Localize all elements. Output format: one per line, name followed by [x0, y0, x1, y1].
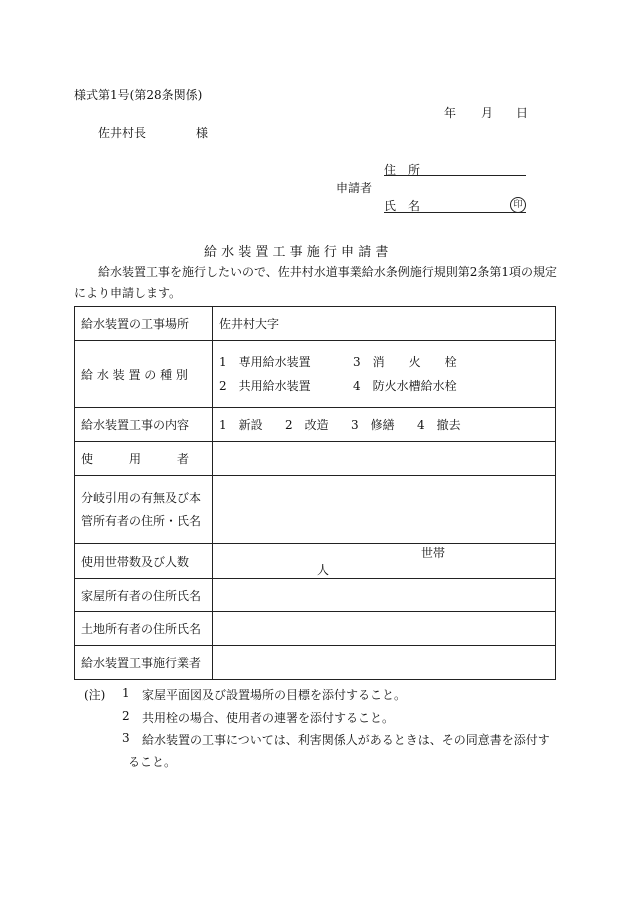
- content-option-new[interactable]: 1 新設: [219, 418, 263, 432]
- location-value[interactable]: 佐井村大字: [213, 307, 556, 341]
- house-owner-label: 家屋所有者の住所氏名: [75, 579, 213, 612]
- contractor-label: 給水装置工事施行業者: [75, 646, 213, 680]
- households-label: 使用世帯数及び人数: [75, 544, 213, 579]
- content-options: [213, 408, 556, 442]
- row-households: [75, 544, 556, 579]
- application-table: [74, 306, 556, 680]
- note-3-text: 給水装置の工事については、利害関係人があるときは、その同意書を添付す: [142, 733, 550, 747]
- row-contractor: [75, 646, 556, 680]
- persons-unit: 人: [316, 563, 329, 577]
- address-label: 住 所: [384, 163, 421, 177]
- type-option-3[interactable]: 3 消 火 栓: [353, 355, 457, 369]
- note-3-continuation: ること。: [128, 755, 177, 769]
- row-branch: [75, 476, 556, 544]
- addressee-name: 佐井村長: [98, 126, 147, 140]
- branch-label-line-2: 管所有者の住所・氏名: [81, 513, 202, 528]
- row-location: [75, 307, 556, 341]
- row-type: [75, 341, 556, 408]
- type-options: [213, 341, 556, 408]
- branch-label: [75, 476, 213, 544]
- row-content: [75, 408, 556, 442]
- row-house-owner: [75, 579, 556, 612]
- content-label: 給水装置工事の内容: [75, 408, 213, 442]
- location-label: 給水装置の工事場所: [75, 307, 213, 341]
- name-label: 氏 名: [384, 199, 421, 213]
- seal-icon: 印: [510, 197, 526, 213]
- type-option-2[interactable]: 2 共用給水装置: [219, 379, 311, 393]
- land-owner-value[interactable]: [213, 612, 556, 646]
- name-field[interactable]: [384, 197, 526, 213]
- user-value[interactable]: [213, 442, 556, 476]
- land-owner-label: 土地所有者の住所氏名: [75, 612, 213, 646]
- date-month: 月: [481, 106, 494, 120]
- type-option-1[interactable]: 1 専用給水装置: [219, 355, 311, 369]
- contractor-value[interactable]: [213, 646, 556, 680]
- house-owner-value[interactable]: [213, 579, 556, 612]
- intro-line-2: により申請します。: [74, 286, 182, 300]
- households-value[interactable]: [213, 544, 556, 579]
- note-1-text: 家屋平面図及び設置場所の目標を添付すること。: [142, 688, 407, 702]
- households-unit: 世帯: [420, 546, 445, 560]
- row-land-owner: [75, 612, 556, 646]
- note-3-number: 3: [122, 731, 130, 745]
- type-option-4[interactable]: 4 防火水槽給水栓: [353, 379, 457, 393]
- form-number: 様式第1号(第28条関係): [74, 88, 203, 102]
- address-field[interactable]: [384, 161, 526, 176]
- applicant-label: 申請者: [336, 181, 373, 195]
- note-2-text: 共用栓の場合、使用者の連署を添付すること。: [142, 711, 395, 725]
- notes-prefix: (注): [84, 688, 106, 702]
- content-option-repair[interactable]: 3 修繕: [351, 418, 395, 432]
- row-user: [75, 442, 556, 476]
- addressee-honorific: 様: [196, 126, 209, 140]
- branch-label-line-1: 分岐引用の有無及び本: [81, 490, 202, 505]
- note-2-number: 2: [122, 709, 130, 723]
- branch-value[interactable]: [213, 476, 556, 544]
- type-label: 給 水 装 置 の 種 別: [75, 341, 213, 408]
- form-title: 給 水 装 置 工 事 施 行 申 請 書: [204, 245, 389, 260]
- date-day: 日: [516, 106, 529, 120]
- content-option-remove[interactable]: 4 撤去: [417, 418, 461, 432]
- content-option-modify[interactable]: 2 改造: [285, 418, 329, 432]
- intro-line-1: 給水装置工事を施行したいので、佐井村水道事業給水条例施行規則第2条第1項の規定: [98, 265, 558, 279]
- date-year: 年: [444, 106, 457, 120]
- note-1-number: 1: [122, 686, 130, 700]
- user-label: 使 用 者: [75, 442, 213, 476]
